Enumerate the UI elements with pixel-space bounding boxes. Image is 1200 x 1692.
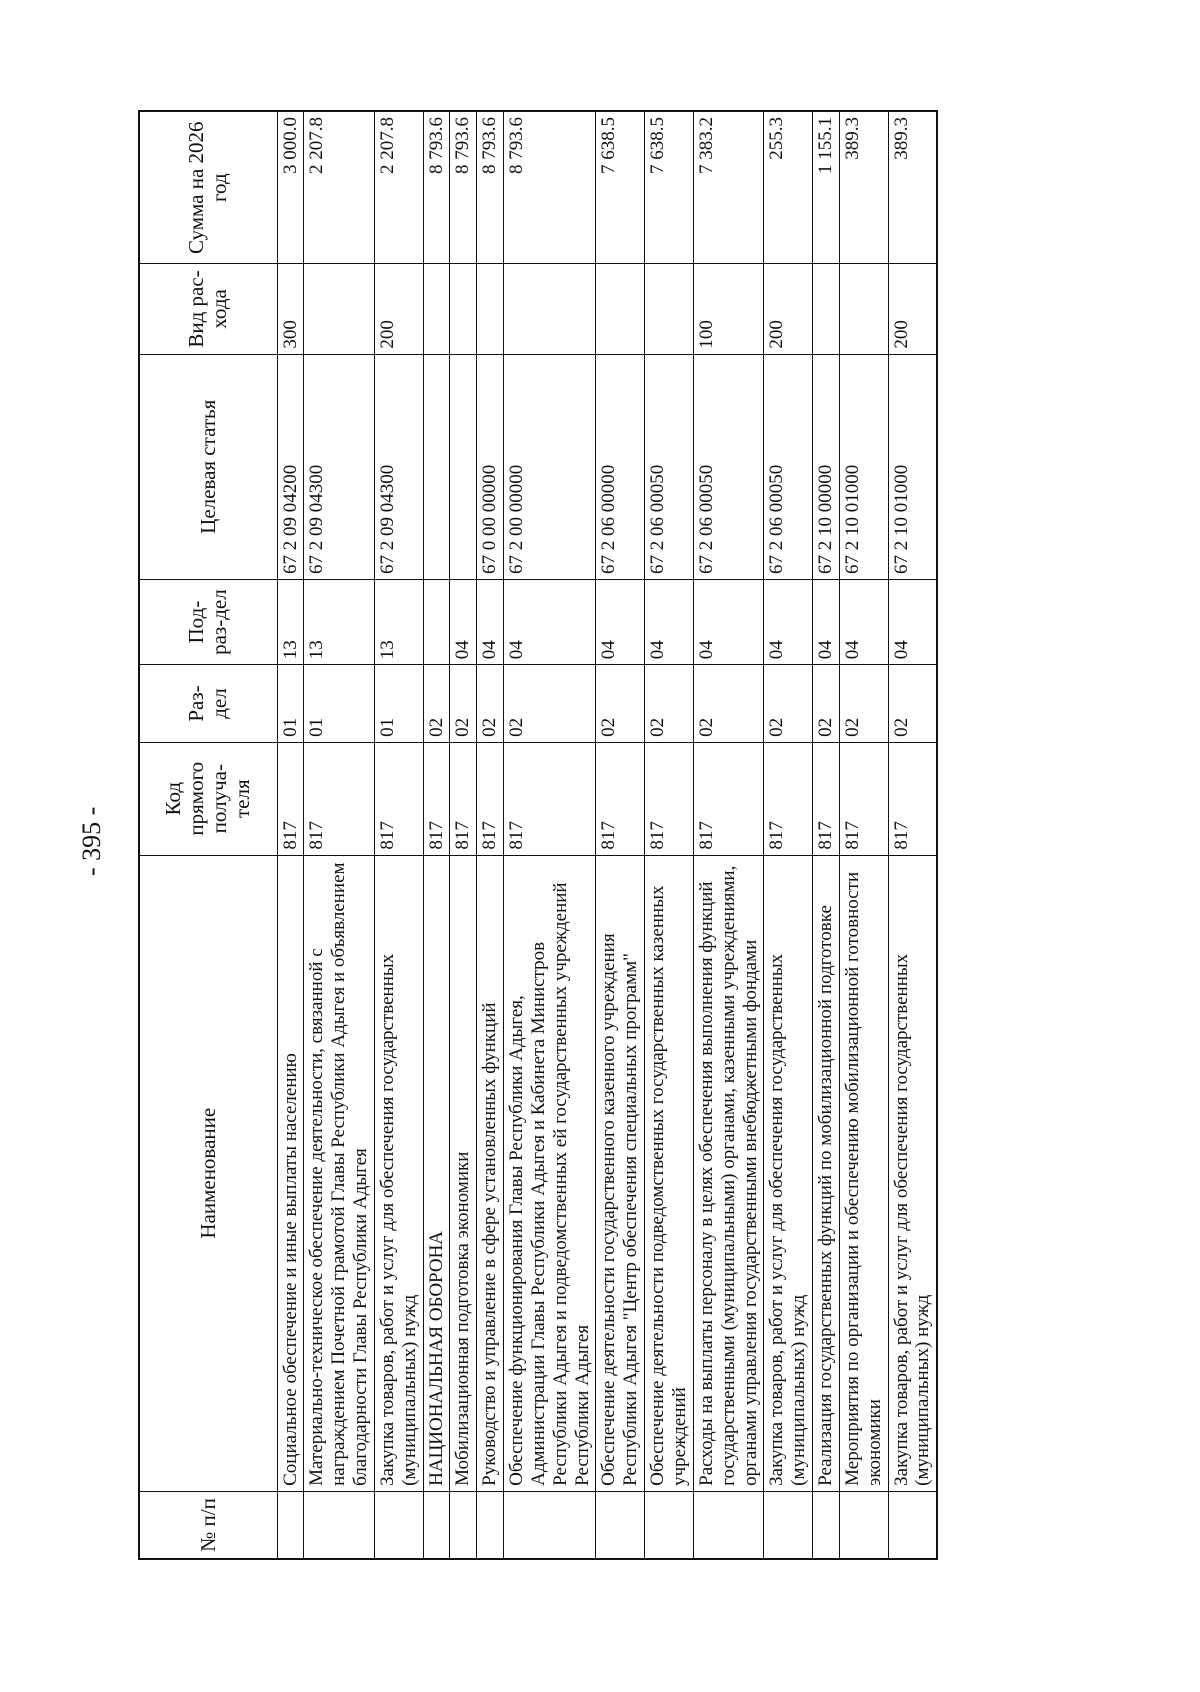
cell-section: 02 [504, 665, 596, 743]
table-row [423, 111, 450, 1559]
cell-code: 817 [693, 742, 764, 855]
cell-section: 01 [304, 665, 375, 743]
cell-subsection: 04 [596, 580, 645, 665]
table-row [888, 111, 937, 1559]
cell-code: 817 [304, 742, 375, 855]
cell-target: 67 2 06 00050 [645, 354, 694, 579]
cell-code: 817 [277, 742, 304, 855]
cell-num [277, 1491, 304, 1559]
cell-type: 200 [764, 264, 813, 354]
cell-code: 817 [374, 742, 423, 855]
cell-name: Мероприятия по организации и обеспечению мобилизационной готовности экономики [839, 855, 888, 1491]
table-row [277, 111, 304, 1559]
cell-target: 67 2 06 00050 [764, 354, 813, 579]
header-section: Раз-дел [139, 665, 277, 743]
cell-target: 67 2 09 04300 [304, 354, 375, 579]
cell-target: 67 2 06 00050 [693, 354, 764, 579]
cell-num [839, 1491, 888, 1559]
cell-section: 02 [450, 665, 477, 743]
table-row [374, 111, 423, 1559]
cell-num [450, 1491, 477, 1559]
cell-num [374, 1491, 423, 1559]
cell-subsection: 04 [813, 580, 840, 665]
cell-type [423, 264, 450, 354]
cell-section: 02 [888, 665, 937, 743]
table-header-row [139, 111, 277, 1559]
header-name: Наименование [139, 855, 277, 1491]
table-row [450, 111, 477, 1559]
cell-code: 817 [839, 742, 888, 855]
cell-type [645, 264, 694, 354]
table-row [504, 111, 596, 1559]
page-number: - 395 - [77, 806, 106, 876]
cell-sum: 8 793.6 [450, 111, 477, 264]
cell-sum: 8 793.6 [477, 111, 504, 264]
cell-num [504, 1491, 596, 1559]
cell-type: 300 [277, 264, 304, 354]
cell-name: Материально-техническое обеспечение деятельности, связанной с награждением Почетной грамотой Главы Республики Адыгея и объявлением благодарности Главы Республики Адыгея [304, 855, 375, 1491]
cell-section: 02 [839, 665, 888, 743]
cell-name: Закупка товаров, работ и услуг для обеспечения государственных (муниципальных) нужд [374, 855, 423, 1491]
cell-name: Руководство и управление в сфере установленных функций [477, 855, 504, 1491]
cell-name: Обеспечение деятельности подведомственных государственных казенных учреждений [645, 855, 694, 1491]
cell-name: Расходы на выплаты персоналу в целях обеспечения выполнения функций государственными (муниципальными) органами, казенными учреждениями, органами управления государственными внебюджетными фондами [693, 855, 764, 1491]
cell-section: 02 [477, 665, 504, 743]
header-code: Код прямого получа-теля [139, 742, 277, 855]
cell-sum: 2 207.8 [374, 111, 423, 264]
cell-subsection: 04 [693, 580, 764, 665]
cell-sum: 8 793.6 [504, 111, 596, 264]
cell-num [764, 1491, 813, 1559]
header-target: Целевая статья [139, 354, 277, 579]
cell-type: 100 [693, 264, 764, 354]
cell-sum: 7 383.2 [693, 111, 764, 264]
cell-code: 817 [888, 742, 937, 855]
cell-num [423, 1491, 450, 1559]
cell-name: Обеспечение деятельности государственного казенного учреждения Республики Адыгея "Центр обеспечения специальных программ" [596, 855, 645, 1491]
header-sum: Сумма на 2026 год [139, 111, 277, 264]
cell-num [693, 1491, 764, 1559]
cell-target: 67 2 09 04300 [374, 354, 423, 579]
cell-subsection: 04 [839, 580, 888, 665]
cell-num [596, 1491, 645, 1559]
cell-name: Закупка товаров, работ и услуг для обеспечения государственных (муниципальных) нужд [764, 855, 813, 1491]
table-row [477, 111, 504, 1559]
cell-num [645, 1491, 694, 1559]
budget-table [138, 110, 938, 1560]
cell-code: 817 [764, 742, 813, 855]
cell-name: Реализация государственных функций по мобилизационной подготовке [813, 855, 840, 1491]
cell-name: Социальное обеспечение и иные выплаты населению [277, 855, 304, 1491]
cell-section: 02 [645, 665, 694, 743]
cell-type: 200 [888, 264, 937, 354]
cell-type [839, 264, 888, 354]
cell-subsection: 13 [304, 580, 375, 665]
cell-num [888, 1491, 937, 1559]
cell-subsection: 04 [764, 580, 813, 665]
cell-sum: 7 638.5 [596, 111, 645, 264]
header-subsection: Под-раз-дел [139, 580, 277, 665]
cell-type [813, 264, 840, 354]
cell-section: 02 [596, 665, 645, 743]
cell-name: НАЦИОНАЛЬНАЯ ОБОРОНА [423, 855, 450, 1491]
cell-code: 817 [450, 742, 477, 855]
cell-type [304, 264, 375, 354]
cell-num [477, 1491, 504, 1559]
header-type: Вид рас-хода [139, 264, 277, 354]
table-row [764, 111, 813, 1559]
cell-section: 02 [813, 665, 840, 743]
cell-subsection: 04 [450, 580, 477, 665]
cell-target: 67 2 10 01000 [839, 354, 888, 579]
cell-subsection: 04 [645, 580, 694, 665]
table-row [304, 111, 375, 1559]
rotated-page-content [138, 110, 1078, 1560]
cell-section: 01 [374, 665, 423, 743]
cell-code: 817 [813, 742, 840, 855]
cell-section: 02 [764, 665, 813, 743]
cell-subsection: 13 [374, 580, 423, 665]
cell-sum: 1 155.1 [813, 111, 840, 264]
cell-type: 200 [374, 264, 423, 354]
cell-section: 02 [423, 665, 450, 743]
cell-target: 67 2 06 00000 [596, 354, 645, 579]
cell-target: 67 0 00 00000 [477, 354, 504, 579]
cell-type [504, 264, 596, 354]
table-row [693, 111, 764, 1559]
cell-code: 817 [596, 742, 645, 855]
cell-num [813, 1491, 840, 1559]
cell-subsection: 13 [277, 580, 304, 665]
table-row [596, 111, 645, 1559]
cell-sum: 7 638.5 [645, 111, 694, 264]
cell-sum: 389.3 [839, 111, 888, 264]
cell-code: 817 [645, 742, 694, 855]
cell-code: 817 [504, 742, 596, 855]
cell-target [450, 354, 477, 579]
table-row [813, 111, 840, 1559]
cell-sum: 8 793.6 [423, 111, 450, 264]
cell-type [450, 264, 477, 354]
cell-name: Мобилизационная подготовка экономики [450, 855, 477, 1491]
cell-section: 02 [693, 665, 764, 743]
cell-type [477, 264, 504, 354]
cell-subsection: 04 [888, 580, 937, 665]
cell-subsection: 04 [477, 580, 504, 665]
cell-name: Обеспечение функционирования Главы Республики Адыгея, Администрации Главы Республики Адыгея и Кабинета Министров Республики Адыгея и подведомственных ей государственных учреждений Республики Адыгея [504, 855, 596, 1491]
cell-name: Закупка товаров, работ и услуг для обеспечения государственных (муниципальных) нужд [888, 855, 937, 1491]
cell-target: 67 2 10 01000 [888, 354, 937, 579]
table-row [645, 111, 694, 1559]
cell-target: 67 2 10 00000 [813, 354, 840, 579]
cell-subsection [423, 580, 450, 665]
cell-sum: 255.3 [764, 111, 813, 264]
cell-target [423, 354, 450, 579]
cell-type [596, 264, 645, 354]
cell-sum: 3 000.0 [277, 111, 304, 264]
cell-section: 01 [277, 665, 304, 743]
cell-code: 817 [423, 742, 450, 855]
table-row [839, 111, 888, 1559]
cell-code: 817 [477, 742, 504, 855]
cell-target: 67 2 09 04200 [277, 354, 304, 579]
cell-sum: 2 207.8 [304, 111, 375, 264]
cell-target: 67 2 00 00000 [504, 354, 596, 579]
cell-subsection: 04 [504, 580, 596, 665]
cell-num [304, 1491, 375, 1559]
cell-sum: 389.3 [888, 111, 937, 264]
header-num: № п/п [139, 1491, 277, 1559]
